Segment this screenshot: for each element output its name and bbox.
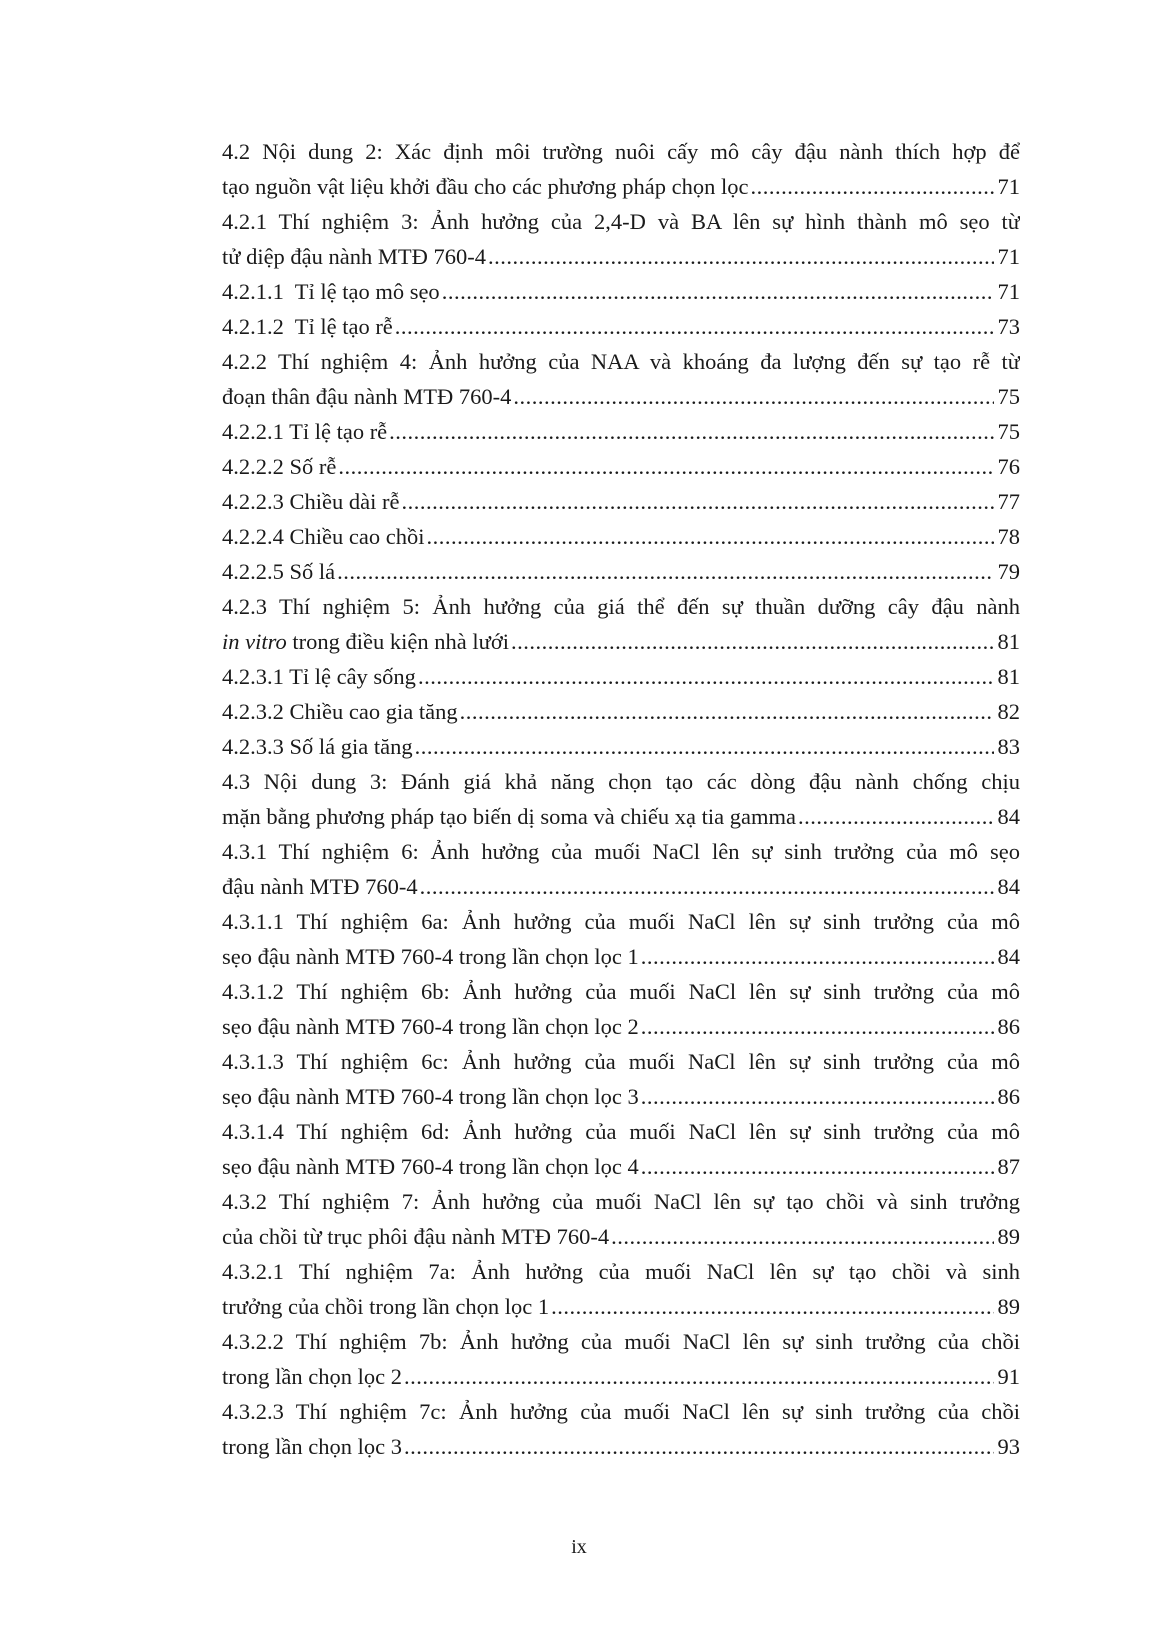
toc-entry-title: 4.2.3.3 Số lá gia tăng	[222, 734, 413, 759]
leader-dots	[511, 624, 994, 659]
toc-entry	[222, 274, 1020, 309]
leader-dots	[798, 799, 994, 834]
toc-page-number: 84	[997, 944, 1020, 969]
leader-dots	[337, 554, 993, 589]
leader-dots	[418, 659, 994, 694]
toc-entry	[222, 204, 1020, 274]
table-of-contents	[222, 134, 1020, 1464]
toc-page-number: 81	[997, 629, 1020, 654]
toc-page-number: 83	[997, 734, 1020, 759]
toc-page-number: 81	[997, 664, 1020, 689]
toc-entry-title: 4.2 Nội dung 2: Xác định môi trường nuôi cấy mô cây đậu nành thích hợp để	[222, 139, 1020, 164]
toc-entry-title: 4.2.2.4 Chiều cao chồi	[222, 524, 425, 549]
toc-page-number: 89	[997, 1224, 1020, 1249]
leader-dots	[442, 274, 994, 309]
leader-dots	[338, 449, 993, 484]
toc-page-number: 86	[997, 1084, 1020, 1109]
toc-entry	[222, 554, 1020, 589]
toc-page-number: 76	[997, 454, 1020, 479]
toc-entry-title-cont: đậu nành MTĐ 760-4	[222, 874, 418, 899]
leader-dots	[420, 869, 994, 904]
leader-dots	[551, 1289, 993, 1324]
toc-page-number: 73	[997, 314, 1020, 339]
leader-dots	[750, 169, 993, 204]
toc-entry-title-cont: sẹo đậu nành MTĐ 760-4 trong lần chọn lọc 1	[222, 944, 639, 969]
leader-dots	[395, 309, 994, 344]
toc-entry	[222, 694, 1020, 729]
toc-entry	[222, 309, 1020, 344]
toc-entry-title-cont: tạo nguồn vật liệu khởi đầu cho các phương pháp chọn lọc	[222, 174, 749, 199]
toc-entry	[222, 1114, 1020, 1184]
toc-entry-title-cont: sẹo đậu nành MTĐ 760-4 trong lần chọn lọc 2	[222, 1014, 639, 1039]
toc-page-number: 78	[997, 524, 1020, 549]
toc-entry	[222, 414, 1020, 449]
toc-entry-title: 4.3.2 Thí nghiệm 7: Ảnh hưởng của muối NaCl lên sự tạo chồi và sinh trưởng	[222, 1189, 1020, 1214]
toc-entry-title-cont: sẹo đậu nành MTĐ 760-4 trong lần chọn lọc 3	[222, 1084, 639, 1109]
leader-dots	[415, 729, 994, 764]
toc-entry-italic-term: in vitro	[222, 629, 287, 654]
toc-entry-title: 4.3 Nội dung 3: Đánh giá khả năng chọn tạo các dòng đậu nành chống chịu	[222, 769, 1020, 794]
toc-entry	[222, 764, 1020, 834]
toc-entry-title-cont: trong lần chọn lọc 2	[222, 1364, 402, 1389]
toc-entry-title-cont: trưởng của chồi trong lần chọn lọc 1	[222, 1294, 550, 1319]
toc-entry-title-cont: của chồi từ trục phôi đậu nành MTĐ 760-4	[222, 1224, 610, 1249]
toc-entry-title: 4.2.1.2 Tỉ lệ tạo rễ	[222, 314, 393, 339]
toc-page-number: 91	[997, 1364, 1020, 1389]
toc-entry-title-cont: mặn bằng phương pháp tạo biến dị soma và chiếu xạ tia gamma	[222, 804, 796, 829]
toc-entry	[222, 519, 1020, 554]
toc-page-number: 71	[997, 244, 1020, 269]
leader-dots	[611, 1219, 993, 1254]
leader-dots	[404, 1359, 994, 1394]
toc-entry	[222, 904, 1020, 974]
toc-entry-title: 4.2.2.1 Tỉ lệ tạo rễ	[222, 419, 388, 444]
toc-entry-title-cont: đoạn thân đậu nành MTĐ 760-4	[222, 384, 512, 409]
toc-page-number: 86	[997, 1014, 1020, 1039]
toc-page-number: 75	[997, 384, 1020, 409]
leader-dots	[641, 939, 994, 974]
toc-entry-title: 4.3.2.2 Thí nghiệm 7b: Ảnh hưởng của muối NaCl lên sự sinh trưởng của chồi	[222, 1329, 1020, 1354]
page-number: ix	[571, 1536, 587, 1558]
toc-entry-title: 4.3.1.3 Thí nghiệm 6c: Ảnh hưởng của muối NaCl lên sự sinh trưởng của mô	[222, 1049, 1020, 1074]
toc-entry-title-cont: trong lần chọn lọc 3	[222, 1434, 402, 1459]
leader-dots	[401, 484, 993, 519]
leader-dots	[641, 1149, 994, 1184]
toc-entry-title: 4.2.1 Thí nghiệm 3: Ảnh hưởng của 2,4-D và BA lên sự hình thành mô sẹo từ	[222, 209, 1020, 234]
toc-entry-title-cont: trong điều kiện nhà lưới	[286, 629, 509, 654]
toc-entry-title-cont: tử diệp đậu nành MTĐ 760-4	[222, 244, 487, 269]
toc-entry	[222, 134, 1020, 204]
leader-dots	[404, 1429, 994, 1464]
toc-entry-title: 4.3.1.4 Thí nghiệm 6d: Ảnh hưởng của muối NaCl lên sự sinh trưởng của mô	[222, 1119, 1020, 1144]
toc-entry	[222, 729, 1020, 764]
leader-dots	[389, 414, 993, 449]
toc-entry	[222, 1184, 1020, 1254]
toc-page-number: 82	[997, 699, 1020, 724]
toc-entry	[222, 1044, 1020, 1114]
toc-entry	[222, 1394, 1020, 1464]
leader-dots	[426, 519, 993, 554]
leader-dots	[513, 379, 993, 414]
toc-page-number: 89	[997, 1294, 1020, 1319]
toc-entry-title: 4.2.1.1 Tỉ lệ tạo mô sẹo	[222, 279, 440, 304]
toc-entry-title: 4.3.1.2 Thí nghiệm 6b: Ảnh hưởng của muối NaCl lên sự sinh trưởng của mô	[222, 979, 1020, 1004]
toc-entry-title: 4.3.1 Thí nghiệm 6: Ảnh hưởng của muối NaCl lên sự sinh trưởng của mô sẹo	[222, 839, 1020, 864]
toc-entry-title-cont: sẹo đậu nành MTĐ 760-4 trong lần chọn lọc 4	[222, 1154, 639, 1179]
toc-page-number: 79	[997, 559, 1020, 584]
leader-dots	[460, 694, 994, 729]
toc-page-number: 93	[997, 1434, 1020, 1459]
toc-entry-title: 4.2.3.1 Tỉ lệ cây sống	[222, 664, 416, 689]
toc-page-number: 77	[997, 489, 1020, 514]
toc-entry	[222, 589, 1020, 659]
toc-entry	[222, 1324, 1020, 1394]
toc-page-number: 87	[997, 1154, 1020, 1179]
toc-page-number: 75	[997, 419, 1020, 444]
toc-entry-title: 4.3.2.3 Thí nghiệm 7c: Ảnh hưởng của muối NaCl lên sự sinh trưởng của chồi	[222, 1399, 1020, 1424]
toc-entry	[222, 834, 1020, 904]
toc-entry-title: 4.2.2.3 Chiều dài rễ	[222, 489, 400, 514]
toc-entry-title: 4.3.1.1 Thí nghiệm 6a: Ảnh hưởng của muối NaCl lên sự sinh trưởng của mô	[222, 909, 1020, 934]
toc-entry-title: 4.2.3 Thí nghiệm 5: Ảnh hưởng của giá thể đến sự thuần dưỡng cây đậu nành	[222, 594, 1020, 619]
toc-page-number: 84	[997, 874, 1020, 899]
toc-page-number: 71	[997, 279, 1020, 304]
toc-entry-title: 4.2.3.2 Chiều cao gia tăng	[222, 699, 458, 724]
leader-dots	[641, 1079, 994, 1114]
toc-entry-title: 4.2.2 Thí nghiệm 4: Ảnh hưởng của NAA và khoáng đa lượng đến sự tạo rễ từ	[222, 349, 1020, 374]
toc-entry	[222, 1254, 1020, 1324]
toc-entry	[222, 449, 1020, 484]
toc-entry	[222, 344, 1020, 414]
toc-entry	[222, 659, 1020, 694]
toc-page-number: 71	[997, 174, 1020, 199]
toc-entry	[222, 974, 1020, 1044]
leader-dots	[641, 1009, 994, 1044]
toc-page-number: 84	[997, 804, 1020, 829]
toc-entry-title: 4.3.2.1 Thí nghiệm 7a: Ảnh hưởng của muối NaCl lên sự tạo chồi và sinh	[222, 1259, 1020, 1284]
toc-entry	[222, 484, 1020, 519]
toc-entry-title: 4.2.2.2 Số rễ	[222, 454, 337, 479]
toc-entry-title: 4.2.2.5 Số lá	[222, 559, 336, 584]
leader-dots	[488, 239, 993, 274]
